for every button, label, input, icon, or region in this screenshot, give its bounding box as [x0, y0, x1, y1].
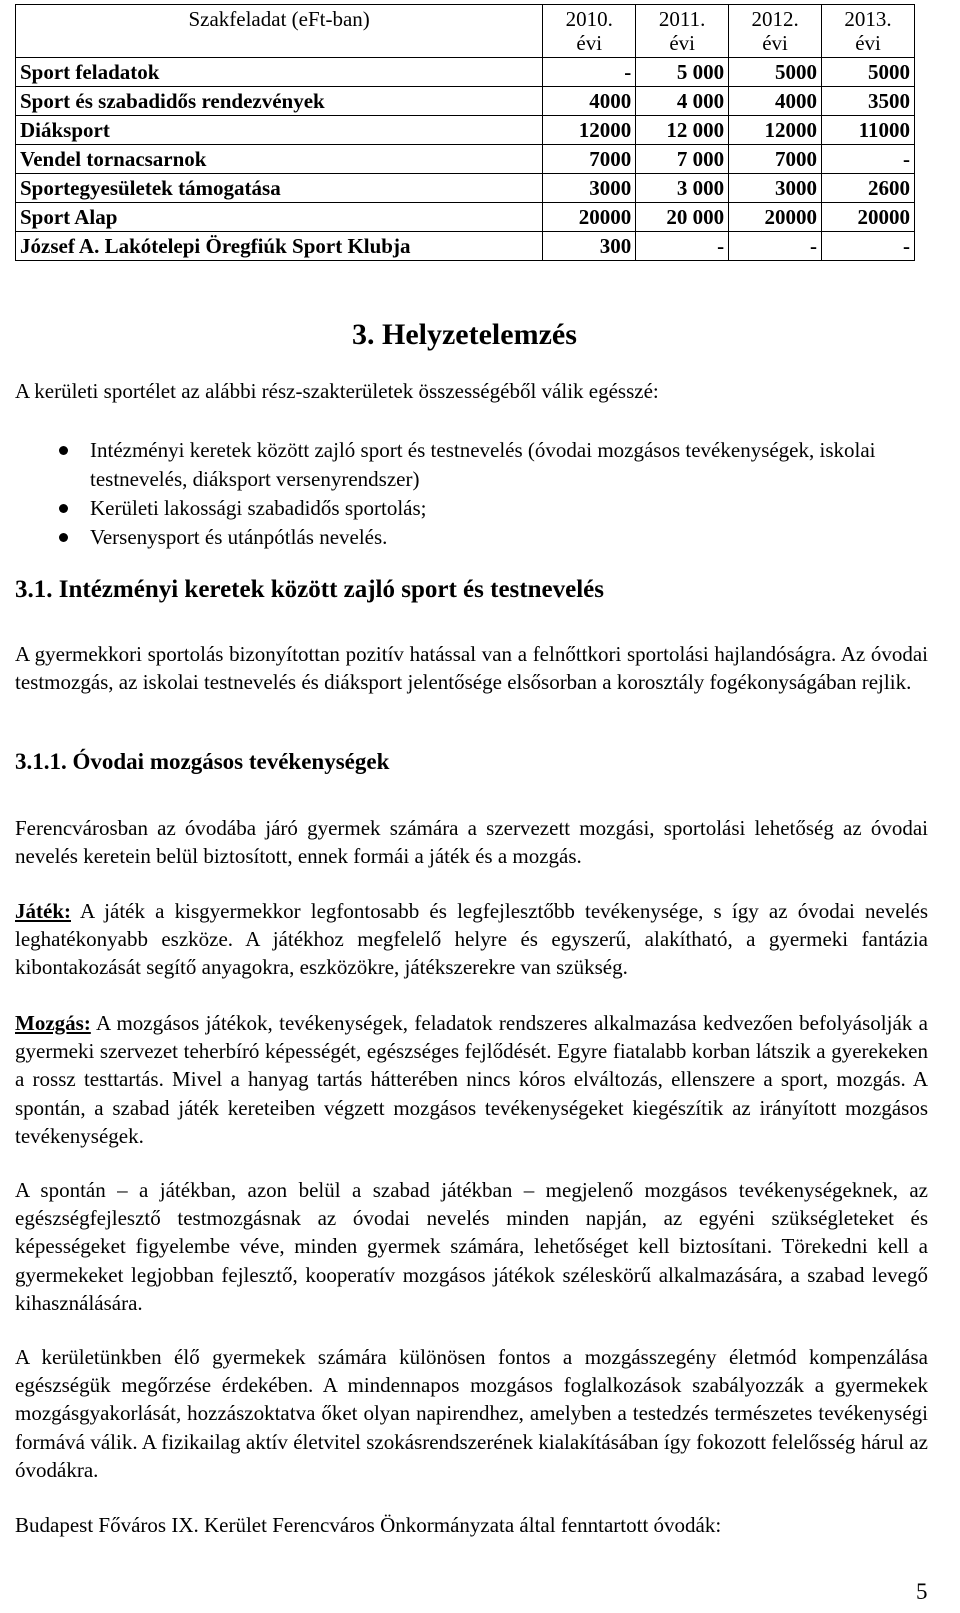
- row-value: -: [636, 232, 729, 261]
- section-intro: A kerületi sportélet az alábbi rész-szakterületek összességéből válik egésszé:: [15, 379, 659, 403]
- row-name: Sportegyesületek támogatása: [16, 174, 543, 203]
- row-value: 5000: [729, 58, 822, 87]
- table-row: [16, 232, 915, 261]
- term-label: Mozgás:: [15, 1011, 91, 1035]
- list-item: Kerületi lakossági szabadidős sportolás;: [15, 494, 928, 523]
- row-name: Sport Alap: [16, 203, 543, 232]
- list-item: Versenysport és utánpótlás nevelés.: [15, 523, 928, 552]
- bullet-icon: [59, 504, 68, 513]
- row-name: Sport és szabadidős rendezvények: [16, 87, 543, 116]
- row-value: -: [822, 145, 915, 174]
- row-value: -: [822, 232, 915, 261]
- row-value: 4000: [729, 87, 822, 116]
- row-value: 4 000: [636, 87, 729, 116]
- header-year: 2010. évi: [543, 5, 636, 58]
- table-row: [16, 203, 915, 232]
- row-value: 12000: [543, 116, 636, 145]
- table-row: [16, 174, 915, 203]
- row-value: 5000: [822, 58, 915, 87]
- term-label: Játék:: [15, 899, 71, 923]
- row-value: 5 000: [636, 58, 729, 87]
- subsection-heading: 3.1. Intézményi keretek között zajló sport és testnevelés: [15, 576, 604, 603]
- header-year: 2013. évi: [822, 5, 915, 58]
- row-name: Vendel tornacsarnok: [16, 145, 543, 174]
- paragraph-mozgas: Mozgás: A mozgásos játékok, tevékenységek, feladatok rendszeres alkalmazása kedvezően befolyásolják a gyermeki szervezet teherbíró képességét, egészséges fejlődését. Egyre fiatalabb korban látszik a gyerekeken a rossz testtartás. Mivel a hanyag tartás hátterében nincs kóros elváltozás, ellenszere a sport, mozgás. A spontán, a szabad játék kereteiben végzett mozgásos tevékenységeket kiegészítik az irányított mozgásos tevékenységek.: [15, 1011, 928, 1148]
- table-row: [16, 145, 915, 174]
- table-row: [16, 116, 915, 145]
- row-value: 300: [543, 232, 636, 261]
- paragraph: A gyermekkori sportolás bizonyítottan pozitív hatással van a felnőttkori sportolási hajlandóságra. Az óvodai testmozgás, az iskolai testnevelés és diáksport jelentősége elsősorban a korosztály fogékonyságában rejlik.: [15, 642, 928, 695]
- paragraph: Budapest Főváros IX. Kerület Ferencváros Önkormányzata által fenntartott óvodák:: [15, 1513, 722, 1537]
- list-item: Intézményi keretek között zajló sport és testnevelés (óvodai mozgásos tevékenységek, iskolai testnevelés, diáksport versenyrendszer): [15, 436, 928, 494]
- table-header-row: [16, 5, 915, 58]
- bullet-icon: [59, 446, 68, 455]
- page-number: 5: [916, 1579, 928, 1604]
- row-value: 12000: [729, 116, 822, 145]
- row-value: 20 000: [636, 203, 729, 232]
- row-value: -: [543, 58, 636, 87]
- paragraph: A kerületünkben élő gyermekek számára különösen fontos a mozgásszegény életmód kompenzálása egészségük megőrzése érdekében. A mindennapos mozgásos foglalkozások szabályozzák a gyermekek mozgásgyakorlását, hozzászoktatva őket olyan napirendhez, amelyben a testedzés természetes tevékenységi formává válik. A fizikailag aktív életvitel szokásrendszerének kialakításában így fokozott felelősség hárul az óvodákra.: [15, 1345, 928, 1482]
- section-heading: 3. Helyzetelemzés: [352, 318, 577, 351]
- header-year: 2012. évi: [729, 5, 822, 58]
- row-value: 2600: [822, 174, 915, 203]
- row-value: 7000: [543, 145, 636, 174]
- bullet-list: [15, 436, 928, 552]
- paragraph-jatek: Játék: A játék a kisgyermekkor legfontosabb és legfejlesztőbb tevékenysége, s így az óvodai nevelés leghatékonyabb eszköze. A játékhoz megfelelő helyre és egyszerű, alakítható, a gyermeki fantázia kibontakozását segítő anyagokra, eszközökre, játékszerekre van szükség.: [15, 899, 928, 980]
- row-value: 20000: [543, 203, 636, 232]
- row-value: 4000: [543, 87, 636, 116]
- subsubsection-heading: 3.1.1. Óvodai mozgásos tevékenységek: [15, 749, 390, 774]
- row-name: Diáksport: [16, 116, 543, 145]
- row-value: 3000: [543, 174, 636, 203]
- paragraph: A spontán – a játékban, azon belül a szabad játékban – megjelenő mozgásos tevékenységeknek, az egészségfejlesztő testmozgásnak az óvodai nevelés minden napján, az egyéni szükségleteket és képességeket figyelembe véve, minden gyermek számára, lehetőséget kell biztosítani. Törekedni kell a gyermekeket legjobban fejlesztő, kooperatív mozgásos játékok széleskörű alkalmazására, a szabad levegő kihasználására.: [15, 1178, 928, 1315]
- row-name: József A. Lakótelepi Öregfiúk Sport Klubja: [16, 232, 543, 261]
- bullet-icon: [59, 533, 68, 542]
- row-value: 7000: [729, 145, 822, 174]
- row-value: 20000: [729, 203, 822, 232]
- row-value: 3 000: [636, 174, 729, 203]
- row-value: 20000: [822, 203, 915, 232]
- row-value: 7 000: [636, 145, 729, 174]
- paragraph: Ferencvárosban az óvodába járó gyermek számára a szervezett mozgási, sportolási lehetőség az óvodai nevelés keretein belül biztosított, ennek formái a játék és a mozgás.: [15, 816, 928, 869]
- table-row: [16, 58, 915, 87]
- header-category: Szakfeladat (eFt-ban): [16, 5, 543, 58]
- header-year: 2011. évi: [636, 5, 729, 58]
- row-value: 12 000: [636, 116, 729, 145]
- row-value: 3500: [822, 87, 915, 116]
- row-value: 3000: [729, 174, 822, 203]
- budget-table: [15, 4, 915, 261]
- row-name: Sport feladatok: [16, 58, 543, 87]
- table-row: [16, 87, 915, 116]
- row-value: 11000: [822, 116, 915, 145]
- row-value: -: [729, 232, 822, 261]
